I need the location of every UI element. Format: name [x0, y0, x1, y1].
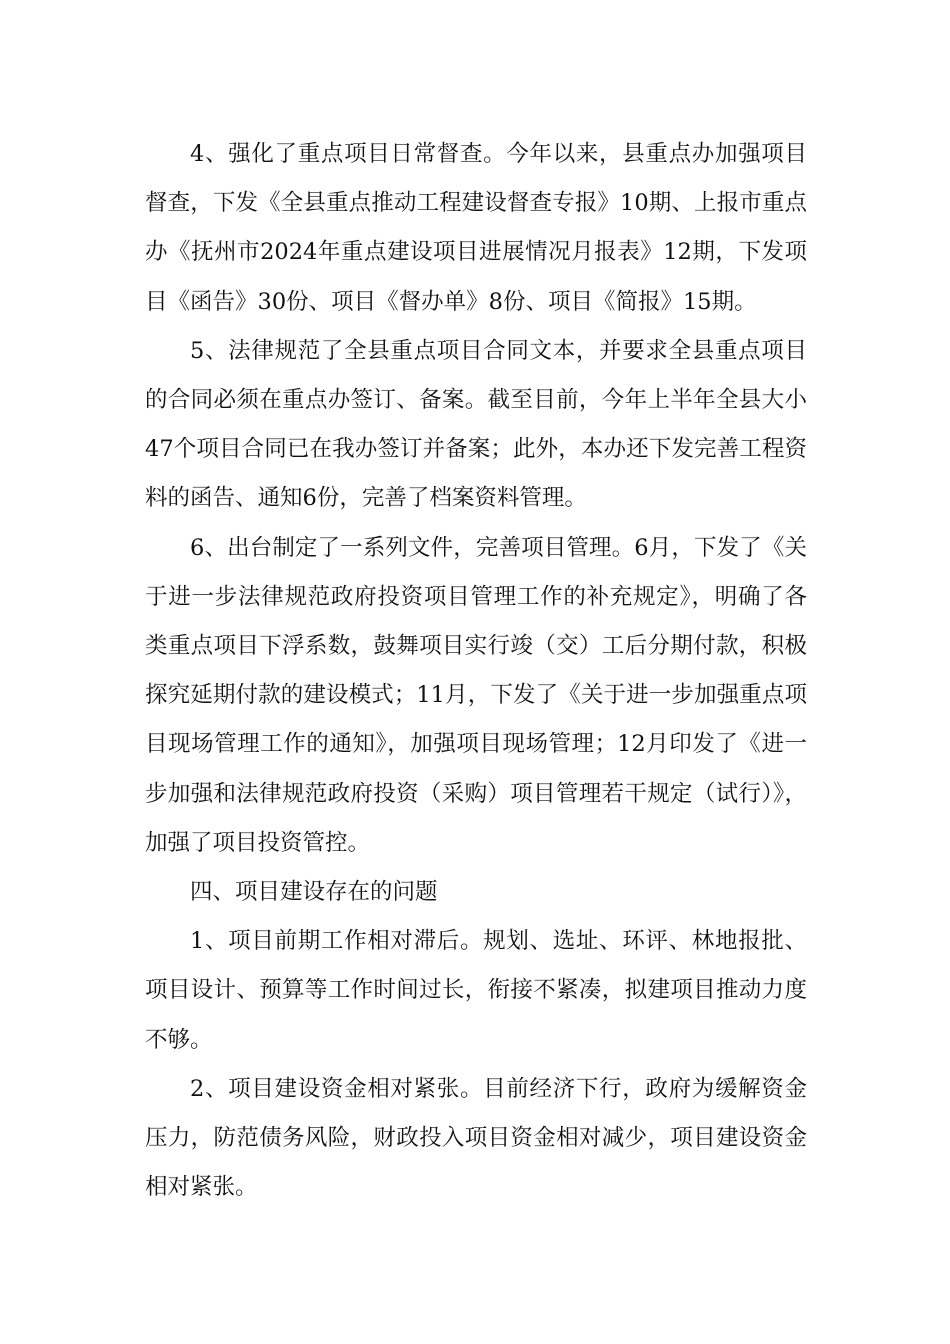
problem-item-2: 2、项目建设资金相对紧张。目前经济下行，政府为缓解资金压力，防范债务风险，财政投入项目资金相对减少，项目建设资金相对紧张。	[145, 1075, 807, 1201]
paragraph-item-4: 4、强化了重点项目日常督查。今年以来，县重点办加强项目督查，下发《全县重点推动工程建设督查专报》10期、上报市重点办《抚州市2024年重点建设项目进展情况月报表》12期，下发项目《函告》30份、项目《督办单》8份、项目《简报》15期。	[145, 141, 807, 315]
paragraph-item-5: 5、法律规范了全县重点项目合同文本，并要求全县重点项目的合同必须在重点办签订、备案。截至目前，今年上半年全县大小47个项目合同已在我办签订并备案；此外，本办还下发完善工程资料的函告、通知6份，完善了档案资料管理。	[145, 337, 807, 512]
paragraph-item-6: 6、出台制定了一系列文件，完善项目管理。6月，下发了《关于进一步法律规范政府投资项目管理工作的补充规定》，明确了各类重点项目下浮系数，鼓舞项目实行竣（交）工后分期付款，积极探究延期付款的建设模式；11月，下发了《关于进一步加强重点项目现场管理工作的通知》，加强项目现场管理；12月印发了《进一步加强和法律规范政府投资（采购）项目管理若干规定（试行）》，加强了项目投资管控。	[145, 534, 807, 856]
document-body	[145, 130, 807, 1212]
section-heading: 四、项目建设存在的问题	[190, 879, 438, 906]
problem-item-1: 1、项目前期工作相对滞后。规划、选址、环评、林地报批、项目设计、预算等工作时间过长，衔接不紧凑，拟建项目推动力度不够。	[145, 928, 807, 1053]
